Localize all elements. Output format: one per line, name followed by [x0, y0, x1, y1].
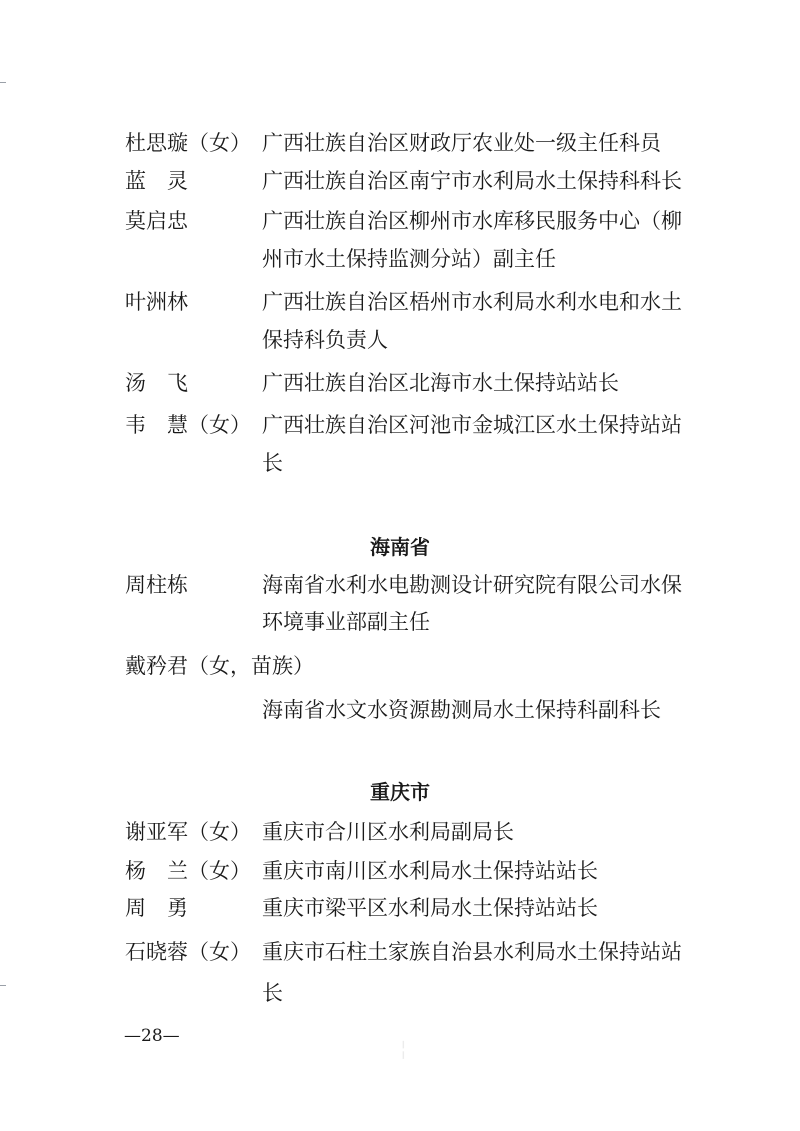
person-position: 广西壮族自治区河池市金城江区水土保持站站 [262, 413, 682, 437]
person-position-continued: 保持科负责人 [262, 328, 388, 352]
person-position: 重庆市南川区水利局水土保持站站长 [262, 859, 598, 883]
scan-edge-mark [0, 82, 6, 83]
list-item [0, 893, 800, 923]
list-item [0, 206, 800, 236]
person-position: 广西壮族自治区北海市水土保持站站长 [262, 371, 619, 395]
person-name: 谢亚军（女） [125, 820, 251, 844]
list-item [0, 856, 800, 886]
person-name: 韦 慧（女） [125, 413, 251, 437]
person-name: 汤 飞 [125, 371, 188, 395]
scan-artifact: ╎ [398, 1040, 409, 1061]
person-name: 杨 兰（女） [125, 859, 251, 883]
list-item-continuation [0, 695, 800, 725]
list-item [0, 287, 800, 317]
person-position: 海南省水文水资源勘测局水土保持科副科长 [262, 698, 661, 722]
list-item-continuation [0, 607, 800, 637]
list-item-continuation [0, 448, 800, 478]
person-name: 杜思璇（女） [125, 131, 251, 155]
person-position-continued: 州市水土保持监测分站）副主任 [262, 247, 556, 271]
person-name: 叶洲林 [125, 290, 188, 314]
list-item-continuation [0, 978, 800, 1008]
person-name: 蓝 灵 [125, 169, 188, 193]
list-item [0, 166, 800, 196]
list-item [0, 570, 800, 600]
person-position: 重庆市石柱土家族自治县水利局水土保持站站 [262, 940, 682, 964]
person-position-continued: 长 [262, 451, 283, 475]
person-position-continued: 长 [262, 981, 283, 1005]
person-name: 戴矜君（女，苗族） [125, 654, 314, 678]
person-position: 广西壮族自治区梧州市水利局水利水电和水土 [262, 290, 682, 314]
person-position: 广西壮族自治区柳州市水库移民服务中心（柳 [262, 209, 682, 233]
person-name: 石晓蓉（女） [125, 940, 251, 964]
person-position: 重庆市合川区水利局副局长 [262, 820, 514, 844]
section-heading-chongqing: 重庆市 [370, 780, 430, 804]
person-name: 周 勇 [125, 896, 188, 920]
person-position: 重庆市梁平区水利局水土保持站站长 [262, 896, 598, 920]
person-position: 海南省水利水电勘测设计研究院有限公司水保 [262, 573, 682, 597]
list-item [0, 368, 800, 398]
list-item [0, 817, 800, 847]
list-item [0, 128, 800, 158]
person-position: 广西壮族自治区财政厅农业处一级主任科员 [262, 131, 661, 155]
person-name: 莫启忠 [125, 209, 188, 233]
list-item-continuation [0, 244, 800, 274]
list-item [0, 410, 800, 440]
list-item [0, 651, 800, 681]
page-number: —28— [124, 1026, 180, 1046]
list-item [0, 937, 800, 967]
person-position-continued: 环境事业部副主任 [262, 610, 430, 634]
person-position: 广西壮族自治区南宁市水利局水土保持科科长 [262, 169, 682, 193]
section-heading-hainan: 海南省 [370, 535, 430, 559]
list-item-continuation [0, 325, 800, 355]
person-name: 周柱栋 [125, 573, 188, 597]
